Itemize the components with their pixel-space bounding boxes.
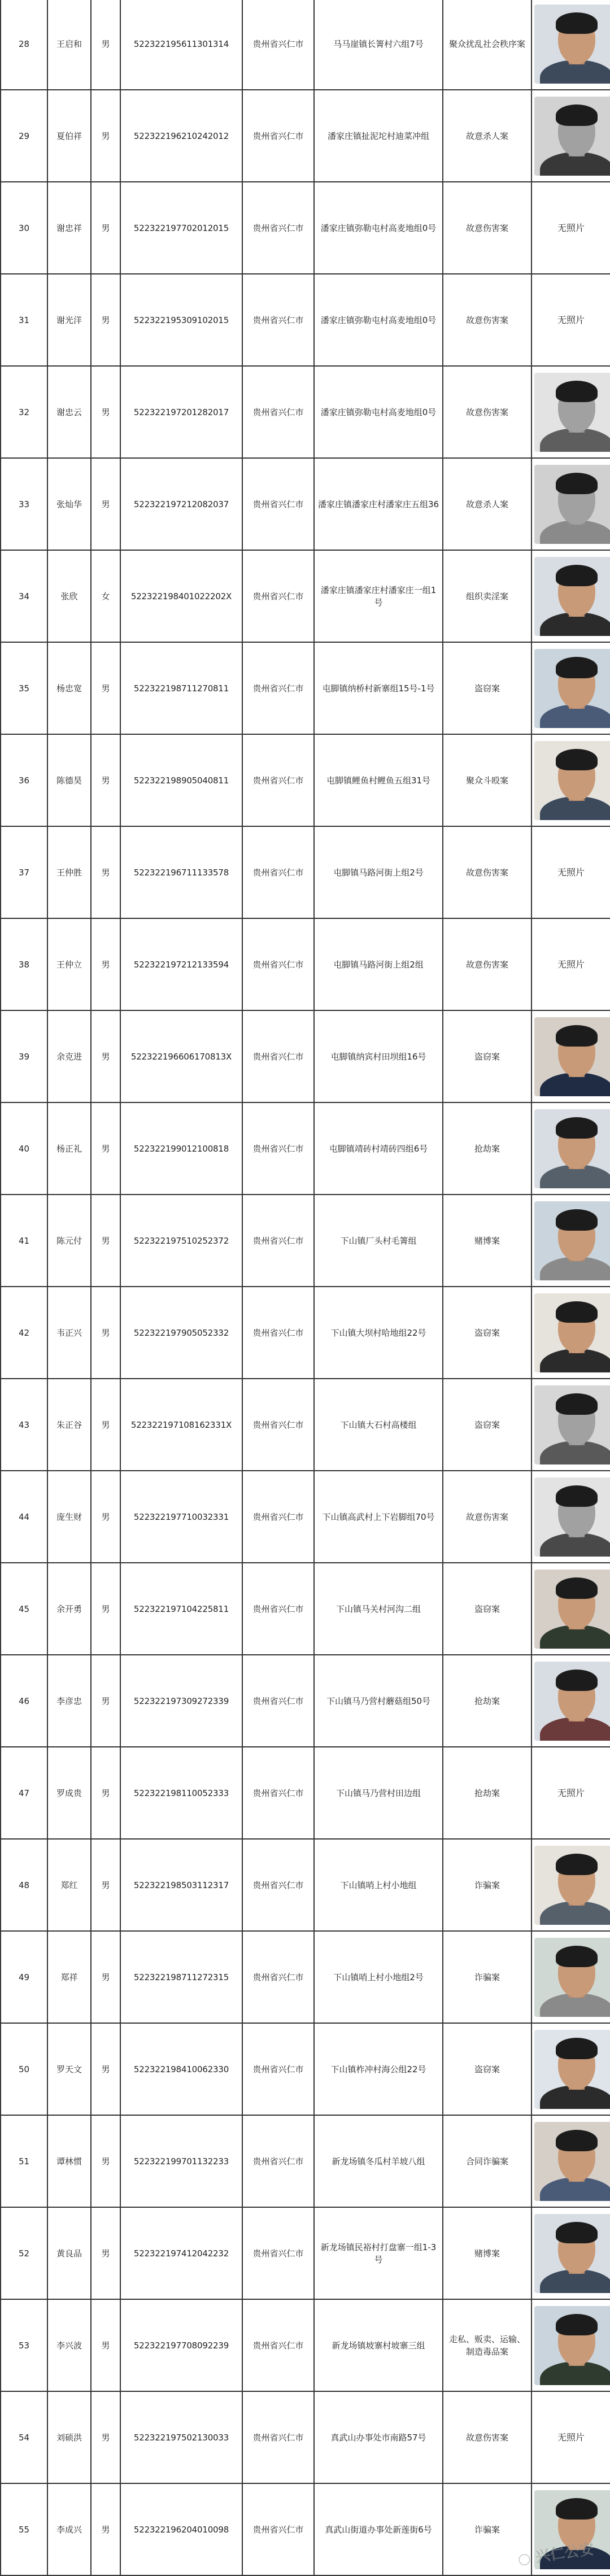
row-number: 34 xyxy=(1,550,47,642)
person-sex: 男 xyxy=(91,90,120,182)
person-name: 庞生财 xyxy=(47,1471,91,1563)
person-sex: 男 xyxy=(91,1931,120,2023)
person-sex: 男 xyxy=(91,2115,120,2207)
table-row xyxy=(1,0,610,90)
row-number: 55 xyxy=(1,2483,47,2575)
id-number: 522322196204010098 xyxy=(120,2483,242,2575)
id-number: 522322197201282017 xyxy=(120,366,242,458)
id-number: 522322198905040811 xyxy=(120,734,242,826)
person-name: 郑祥 xyxy=(47,1931,91,2023)
household-address: 下山镇马乃营村蘑菇组50号 xyxy=(314,1655,443,1747)
portrait-photo xyxy=(534,557,610,636)
household-region: 贵州省兴仁市 xyxy=(242,1839,314,1931)
table-row xyxy=(1,826,610,918)
household-address: 潘家庄镇扯泥坨村迪菜冲组 xyxy=(314,90,443,182)
person-name: 杨忠宽 xyxy=(47,642,91,734)
table-row xyxy=(1,918,610,1010)
crime-type: 盗窃案 xyxy=(443,1010,531,1102)
row-number: 36 xyxy=(1,734,47,826)
household-region: 贵州省兴仁市 xyxy=(242,90,314,182)
crime-type: 抢劫案 xyxy=(443,1655,531,1747)
crime-type: 走私、贩卖、运输、制造毒品案 xyxy=(443,2299,531,2391)
row-number: 38 xyxy=(1,918,47,1010)
person-sex: 男 xyxy=(91,366,120,458)
person-name: 谢忠祥 xyxy=(47,182,91,274)
photo-cell xyxy=(531,90,610,182)
photo-cell xyxy=(531,366,610,458)
person-name: 谭林惯 xyxy=(47,2115,91,2207)
crime-type: 故意杀人案 xyxy=(443,90,531,182)
row-number: 46 xyxy=(1,1655,47,1747)
portrait-photo xyxy=(534,1109,610,1188)
household-address: 屯脚镇鲤鱼村鲤鱼五组31号 xyxy=(314,734,443,826)
watermark: ○ 兴仁公安 xyxy=(517,2540,595,2569)
portrait-photo xyxy=(534,97,610,176)
id-number: 522322196606170813X xyxy=(120,1010,242,1102)
person-sex: 男 xyxy=(91,734,120,826)
crime-type: 抢劫案 xyxy=(443,1747,531,1839)
id-number: 522322197309272339 xyxy=(120,1655,242,1747)
photo-cell xyxy=(531,1195,610,1287)
table-row xyxy=(1,2299,610,2391)
person-name: 余开勇 xyxy=(47,1563,91,1655)
table-row xyxy=(1,2391,610,2483)
photo-cell xyxy=(531,550,610,642)
crime-type: 盗窃案 xyxy=(443,1563,531,1655)
photo-cell xyxy=(531,1102,610,1195)
household-region: 贵州省兴仁市 xyxy=(242,2115,314,2207)
person-name: 陈德昊 xyxy=(47,734,91,826)
household-region: 贵州省兴仁市 xyxy=(242,550,314,642)
person-sex: 男 xyxy=(91,2299,120,2391)
person-name: 李成兴 xyxy=(47,2483,91,2575)
portrait-photo xyxy=(534,1662,610,1741)
household-region: 贵州省兴仁市 xyxy=(242,2207,314,2299)
no-photo-label: 无照片 xyxy=(557,958,585,970)
id-number: 522322197108162331X xyxy=(120,1379,242,1471)
portrait-photo xyxy=(534,1938,610,2017)
photo-cell xyxy=(531,458,610,550)
household-region: 贵州省兴仁市 xyxy=(242,642,314,734)
portrait-photo xyxy=(534,2214,610,2293)
photo-cell xyxy=(531,642,610,734)
crime-type: 盗窃案 xyxy=(443,2023,531,2115)
person-name: 李彦忠 xyxy=(47,1655,91,1747)
person-sex: 男 xyxy=(91,1747,120,1839)
id-number: 522322197104225811 xyxy=(120,1563,242,1655)
table-row xyxy=(1,458,610,550)
household-address: 潘家庄镇潘家庄村潘家庄一组1号 xyxy=(314,550,443,642)
photo-cell xyxy=(531,2299,610,2391)
no-photo-label: 无照片 xyxy=(557,2431,585,2443)
crime-type: 抢劫案 xyxy=(443,1102,531,1195)
crime-type: 赌博案 xyxy=(443,2207,531,2299)
household-region: 贵州省兴仁市 xyxy=(242,1931,314,2023)
person-name: 罗天文 xyxy=(47,2023,91,2115)
person-sex: 男 xyxy=(91,1010,120,1102)
portrait-photo xyxy=(534,5,610,84)
person-name: 杨正礼 xyxy=(47,1102,91,1195)
row-number: 47 xyxy=(1,1747,47,1839)
photo-cell xyxy=(531,1747,610,1839)
household-region: 贵州省兴仁市 xyxy=(242,918,314,1010)
id-number: 522322197702012015 xyxy=(120,182,242,274)
table-row xyxy=(1,1563,610,1655)
photo-cell xyxy=(531,734,610,826)
table-row xyxy=(1,1655,610,1747)
no-photo-label: 无照片 xyxy=(557,1787,585,1798)
id-number: 522322196210242012 xyxy=(120,90,242,182)
photo-cell xyxy=(531,2023,610,2115)
household-region: 贵州省兴仁市 xyxy=(242,1655,314,1747)
household-address: 潘家庄镇潘家庄村潘家庄五组36 xyxy=(314,458,443,550)
id-number: 522322198401022202X xyxy=(120,550,242,642)
photo-cell xyxy=(531,2391,610,2483)
photo-cell xyxy=(531,274,610,366)
row-number: 41 xyxy=(1,1195,47,1287)
person-name: 韦正兴 xyxy=(47,1287,91,1379)
person-sex: 男 xyxy=(91,1195,120,1287)
portrait-photo xyxy=(534,1477,610,1557)
photo-cell xyxy=(531,1931,610,2023)
person-sex: 男 xyxy=(91,2023,120,2115)
portrait-photo xyxy=(534,1846,610,1925)
row-number: 51 xyxy=(1,2115,47,2207)
crime-type: 故意伤害案 xyxy=(443,2391,531,2483)
person-sex: 男 xyxy=(91,1563,120,1655)
table-row xyxy=(1,1102,610,1195)
table-row xyxy=(1,734,610,826)
person-sex: 男 xyxy=(91,0,120,90)
row-number: 31 xyxy=(1,274,47,366)
household-address: 屯脚镇纳宾村田坝组16号 xyxy=(314,1010,443,1102)
person-name: 张欣 xyxy=(47,550,91,642)
id-number: 522322199012100818 xyxy=(120,1102,242,1195)
household-region: 贵州省兴仁市 xyxy=(242,1471,314,1563)
person-sex: 男 xyxy=(91,642,120,734)
table-row xyxy=(1,1839,610,1931)
crime-type: 诈骗案 xyxy=(443,2483,531,2575)
person-sex: 男 xyxy=(91,458,120,550)
table-row xyxy=(1,1195,610,1287)
person-name: 王启和 xyxy=(47,0,91,90)
portrait-photo xyxy=(534,1570,610,1649)
household-address: 下山镇马关村河沟二组 xyxy=(314,1563,443,1655)
table-row xyxy=(1,642,610,734)
crime-type: 故意杀人案 xyxy=(443,458,531,550)
table-row xyxy=(1,2115,610,2207)
household-address: 屯脚镇靖砖村靖砖四组6号 xyxy=(314,1102,443,1195)
household-region: 贵州省兴仁市 xyxy=(242,1747,314,1839)
household-address: 潘家庄镇弥勒屯村高麦地组0号 xyxy=(314,274,443,366)
portrait-photo xyxy=(534,1385,610,1464)
person-name: 王仲胜 xyxy=(47,826,91,918)
row-number: 44 xyxy=(1,1471,47,1563)
person-name: 张灿华 xyxy=(47,458,91,550)
household-region: 贵州省兴仁市 xyxy=(242,274,314,366)
crime-type: 故意伤害案 xyxy=(443,918,531,1010)
table-row xyxy=(1,550,610,642)
photo-cell xyxy=(531,1563,610,1655)
no-photo-label: 无照片 xyxy=(557,866,585,878)
person-sex: 男 xyxy=(91,1102,120,1195)
crime-type: 故意伤害案 xyxy=(443,274,531,366)
photo-cell xyxy=(531,918,610,1010)
crime-type: 组织卖淫案 xyxy=(443,550,531,642)
portrait-photo xyxy=(534,465,610,544)
table-row xyxy=(1,1287,610,1379)
id-number: 522322197412042232 xyxy=(120,2207,242,2299)
crime-type: 故意伤害案 xyxy=(443,366,531,458)
id-number: 522322197710032331 xyxy=(120,1471,242,1563)
crime-type: 盗窃案 xyxy=(443,1379,531,1471)
row-number: 39 xyxy=(1,1010,47,1102)
id-number: 522322197212133594 xyxy=(120,918,242,1010)
household-region: 贵州省兴仁市 xyxy=(242,1102,314,1195)
table-row xyxy=(1,2023,610,2115)
id-number: 522322195309102015 xyxy=(120,274,242,366)
id-number: 522322197212082037 xyxy=(120,458,242,550)
photo-cell xyxy=(531,1287,610,1379)
photo-cell xyxy=(531,0,610,90)
row-number: 30 xyxy=(1,182,47,274)
row-number: 37 xyxy=(1,826,47,918)
table-row xyxy=(1,274,610,366)
person-sex: 男 xyxy=(91,2391,120,2483)
person-sex: 男 xyxy=(91,826,120,918)
person-name: 谢光洋 xyxy=(47,274,91,366)
id-number: 522322198410062330 xyxy=(120,2023,242,2115)
row-number: 53 xyxy=(1,2299,47,2391)
portrait-photo xyxy=(534,2030,610,2109)
household-address: 潘家庄镇弥勒屯村高麦地组0号 xyxy=(314,182,443,274)
id-number: 522322198503112317 xyxy=(120,1839,242,1931)
household-address: 潘家庄镇弥勒屯村高麦地组0号 xyxy=(314,366,443,458)
person-name: 李兴波 xyxy=(47,2299,91,2391)
crime-type: 盗窃案 xyxy=(443,642,531,734)
household-address: 新龙场镇坡寨村坡寨三组 xyxy=(314,2299,443,2391)
id-number: 522322195611301314 xyxy=(120,0,242,90)
household-address: 下山镇马乃营村田边组 xyxy=(314,1747,443,1839)
household-address: 新龙场镇冬瓜村羊坡八组 xyxy=(314,2115,443,2207)
household-region: 贵州省兴仁市 xyxy=(242,1195,314,1287)
household-region: 贵州省兴仁市 xyxy=(242,1379,314,1471)
id-number: 522322198711270811 xyxy=(120,642,242,734)
photo-cell xyxy=(531,2207,610,2299)
crime-type: 聚众扰乱社会秩序案 xyxy=(443,0,531,90)
person-name: 黄良品 xyxy=(47,2207,91,2299)
id-number: 522322198711272315 xyxy=(120,1931,242,2023)
id-number: 522322199701132233 xyxy=(120,2115,242,2207)
household-region: 贵州省兴仁市 xyxy=(242,2299,314,2391)
portrait-photo xyxy=(534,1017,610,1096)
row-number: 52 xyxy=(1,2207,47,2299)
table-row xyxy=(1,366,610,458)
household-region: 贵州省兴仁市 xyxy=(242,734,314,826)
photo-cell xyxy=(531,182,610,274)
person-name: 陈元付 xyxy=(47,1195,91,1287)
person-sex: 男 xyxy=(91,1379,120,1471)
portrait-photo xyxy=(534,1293,610,1372)
household-region: 贵州省兴仁市 xyxy=(242,0,314,90)
portrait-photo xyxy=(534,741,610,820)
person-sex: 男 xyxy=(91,2483,120,2575)
row-number: 50 xyxy=(1,2023,47,2115)
person-name: 余克进 xyxy=(47,1010,91,1102)
table-row xyxy=(1,90,610,182)
household-region: 贵州省兴仁市 xyxy=(242,1563,314,1655)
person-name: 谢忠云 xyxy=(47,366,91,458)
photo-cell xyxy=(531,1010,610,1102)
crime-type: 盗窃案 xyxy=(443,1287,531,1379)
id-number: 522322197708092239 xyxy=(120,2299,242,2391)
household-address: 屯脚镇纳桥村新寨组15号-1号 xyxy=(314,642,443,734)
photo-cell xyxy=(531,1839,610,1931)
crime-type: 故意伤害案 xyxy=(443,1471,531,1563)
person-sex: 男 xyxy=(91,1839,120,1931)
row-number: 43 xyxy=(1,1379,47,1471)
person-name: 刘硕洪 xyxy=(47,2391,91,2483)
row-number: 35 xyxy=(1,642,47,734)
household-address: 下山镇厂头村毛箐组 xyxy=(314,1195,443,1287)
household-region: 贵州省兴仁市 xyxy=(242,826,314,918)
household-region: 贵州省兴仁市 xyxy=(242,2483,314,2575)
row-number: 29 xyxy=(1,90,47,182)
household-address: 下山镇哨上村小地组 xyxy=(314,1839,443,1931)
crime-type: 聚众斗殴案 xyxy=(443,734,531,826)
photo-cell xyxy=(531,2115,610,2207)
table-row xyxy=(1,1747,610,1839)
household-region: 贵州省兴仁市 xyxy=(242,2023,314,2115)
household-region: 贵州省兴仁市 xyxy=(242,2391,314,2483)
photo-cell xyxy=(531,1379,610,1471)
no-photo-label: 无照片 xyxy=(557,314,585,325)
id-number: 522322198110052333 xyxy=(120,1747,242,1839)
household-address: 真武山街道办事处新莲街6号 xyxy=(314,2483,443,2575)
household-address: 下山镇大坝村哈地组22号 xyxy=(314,1287,443,1379)
person-sex: 男 xyxy=(91,182,120,274)
table-row xyxy=(1,1010,610,1102)
household-address: 下山镇大石村高楼组 xyxy=(314,1379,443,1471)
household-address: 真武山办事处市南路57号 xyxy=(314,2391,443,2483)
row-number: 40 xyxy=(1,1102,47,1195)
household-region: 贵州省兴仁市 xyxy=(242,366,314,458)
household-address: 下山镇哨上村小地组2号 xyxy=(314,1931,443,2023)
person-sex: 男 xyxy=(91,918,120,1010)
photo-cell xyxy=(531,1655,610,1747)
household-region: 贵州省兴仁市 xyxy=(242,182,314,274)
row-number: 33 xyxy=(1,458,47,550)
row-number: 28 xyxy=(1,0,47,90)
crime-type: 故意伤害案 xyxy=(443,826,531,918)
table-body xyxy=(1,0,610,2575)
row-number: 54 xyxy=(1,2391,47,2483)
row-number: 42 xyxy=(1,1287,47,1379)
person-sex: 男 xyxy=(91,1471,120,1563)
photo-cell xyxy=(531,826,610,918)
household-address: 屯脚镇马路河街上组2号 xyxy=(314,826,443,918)
crime-type: 故意伤害案 xyxy=(443,182,531,274)
row-number: 45 xyxy=(1,1563,47,1655)
portrait-photo xyxy=(534,649,610,728)
household-address: 新龙场镇民裕村打盘寨一组1-3号 xyxy=(314,2207,443,2299)
household-address: 下山镇柞冲村海公组22号 xyxy=(314,2023,443,2115)
person-name: 罗成贵 xyxy=(47,1747,91,1839)
photo-cell xyxy=(531,1471,610,1563)
portrait-photo xyxy=(534,2306,610,2385)
table-row xyxy=(1,1931,610,2023)
person-name: 夏伯祥 xyxy=(47,90,91,182)
portrait-photo xyxy=(534,373,610,452)
row-number: 32 xyxy=(1,366,47,458)
portrait-photo xyxy=(534,1201,610,1280)
no-photo-label: 无照片 xyxy=(557,222,585,233)
portrait-photo xyxy=(534,2122,610,2201)
household-region: 贵州省兴仁市 xyxy=(242,1010,314,1102)
person-sex: 男 xyxy=(91,1655,120,1747)
household-address: 下山镇高武村上下岩脚组70号 xyxy=(314,1471,443,1563)
id-number: 522322197510252372 xyxy=(120,1195,242,1287)
crime-type: 赌博案 xyxy=(443,1195,531,1287)
household-region: 贵州省兴仁市 xyxy=(242,1287,314,1379)
table-row xyxy=(1,1471,610,1563)
person-name: 郑红 xyxy=(47,1839,91,1931)
row-number: 48 xyxy=(1,1839,47,1931)
id-number: 522322196711133578 xyxy=(120,826,242,918)
id-number: 522322197905052332 xyxy=(120,1287,242,1379)
table-row xyxy=(1,2207,610,2299)
person-sex: 男 xyxy=(91,1287,120,1379)
person-name: 王仲立 xyxy=(47,918,91,1010)
person-sex: 男 xyxy=(91,274,120,366)
person-sex: 男 xyxy=(91,2207,120,2299)
row-number: 49 xyxy=(1,1931,47,2023)
household-region: 贵州省兴仁市 xyxy=(242,458,314,550)
table-row xyxy=(1,182,610,274)
person-name: 朱正谷 xyxy=(47,1379,91,1471)
household-address: 屯脚镇马路河街上组2组 xyxy=(314,918,443,1010)
table-row xyxy=(1,1379,610,1471)
crime-type: 诈骗案 xyxy=(443,1931,531,2023)
crime-type: 合同诈骗案 xyxy=(443,2115,531,2207)
id-number: 522322197502130033 xyxy=(120,2391,242,2483)
household-address: 马马崖镇长箐村六组7号 xyxy=(314,0,443,90)
crime-type: 诈骗案 xyxy=(443,1839,531,1931)
person-sex: 女 xyxy=(91,550,120,642)
